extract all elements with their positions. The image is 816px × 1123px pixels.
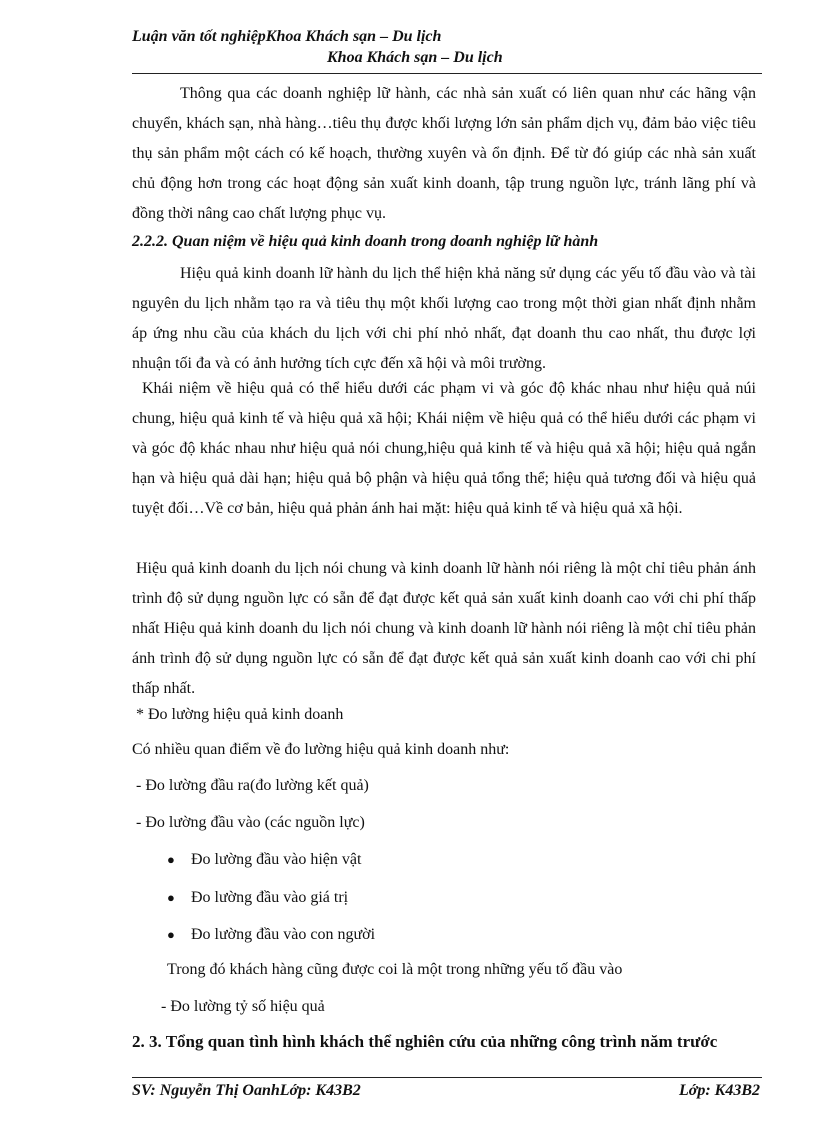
dash-item-output: - Đo lường đầu ra(đo lường kết quả) bbox=[136, 777, 369, 794]
bullet-dot-icon: ● bbox=[167, 852, 175, 867]
paragraph-3: Khái niệm về hiệu quả có thể hiểu dưới các phạm vi và góc độ khác nhau như hiệu quả núi chung, hiệu quả kinh tế và hiệu quả xã hội; Khái niệm về hiệu quả có thể hiểu dưới các phạm vi và góc độ khác nhau như hiệu quả nói chung,hiệu quả kinh tế và hiệu quả xã hội; hiệu quả ngắn hạn và hiệu quả dài hạn; hiệu quả bộ phận và hiệu quả tổng thể; hiệu quả tương đối và hiệu quả tuyệt đối…Về cơ bản, hiệu quả phản ánh hai mặt: hiệu quả kinh tế và hiệu quả xã hội. bbox=[132, 380, 756, 517]
paragraph-4: Hiệu quả kinh doanh du lịch nói chung và kinh doanh lữ hành nói riêng là một chỉ tiêu phản ánh trình độ sử dụng nguồn lực có sẵn để đạt được kết quả sản xuất kinh doanh cao với chi phí thấp nhất Hiệu quả kinh doanh du lịch nói chung và kinh doanh lữ hành nói riêng là một chỉ tiêu phản ánh trình độ sử dụng nguồn lực có sẵn để đạt được kết quả sản xuất kinh doanh cao với chi phí thấp nhất. bbox=[132, 560, 756, 697]
measure-intro: Có nhiều quan điểm về đo lường hiệu quả kinh doanh như: bbox=[132, 741, 510, 758]
paragraph-1: Thông qua các doanh nghiệp lữ hành, các nhà sản xuất có liên quan như các hãng vận chuyển, khách sạn, nhà hàng…tiêu thụ được khối lượng lớn sản phẩm dịch vụ, đảm bảo việc tiêu thụ sản phẩm một cách có kế hoạch, thường xuyên và ổn định. Để từ đó giúp các nhà sản xuất chủ động hơn trong các hoạt động sản xuất kinh doanh, tập trung nguồn lực, tránh lãng phí và đồng thời nâng cao chất lượng phục vụ. bbox=[132, 85, 756, 222]
header-rule bbox=[132, 73, 762, 74]
header-department: Khoa Khách sạn – Du lịch bbox=[327, 49, 503, 66]
paragraph-2: Hiệu quả kinh doanh lữ hành du lịch thể hiện khả năng sử dụng các yếu tố đầu vào và tài nguyên du lịch nhằm tạo ra và tiêu thụ một khối lượng cao trong một thời gian nhất định nhằm áp ứng nhu cầu của khách du lịch với chi phí nhỏ nhất, đạt doanh thu cao nhất, thu được lợi nhuận tối đa và có ảnh hưởng tích cực đến xã hội và môi trường. bbox=[132, 265, 756, 372]
section-heading-2-2-2: 2.2.2. Quan niệm về hiệu quả kinh doanh trong doanh nghiệp lữ hành bbox=[132, 233, 599, 250]
header-title: Luận văn tốt nghiệpKhoa Khách sạn – Du lịch bbox=[132, 28, 442, 45]
note-text: Trong đó khách hàng cũng được coi là một trong những yếu tố đầu vào bbox=[167, 961, 623, 978]
bullet-item: ● Đo lường đầu vào con người bbox=[167, 920, 375, 950]
bullet-item: ● Đo lường đầu vào hiện vật bbox=[167, 845, 361, 875]
dash-item-input: - Đo lường đầu vào (các nguồn lực) bbox=[136, 814, 365, 831]
footer-student: SV: Nguyễn Thị OanhLớp: K43B2 bbox=[132, 1082, 361, 1099]
bullet-item: ● Đo lường đầu vào giá trị bbox=[167, 883, 348, 913]
measure-title: * Đo lường hiệu quả kinh doanh bbox=[136, 706, 344, 723]
footer-rule bbox=[132, 1077, 762, 1078]
bullet-dot-icon: ● bbox=[167, 927, 175, 942]
footer-class: Lớp: K43B2 bbox=[678, 1082, 760, 1099]
dash-item-ratio: - Đo lường tỷ số hiệu quả bbox=[161, 998, 325, 1015]
bullet-dot-icon: ● bbox=[167, 890, 175, 905]
section-heading-2-3: 2. 3. Tổng quan tình hình khách thể nghiên cứu của những công trình năm trước bbox=[132, 1032, 718, 1051]
